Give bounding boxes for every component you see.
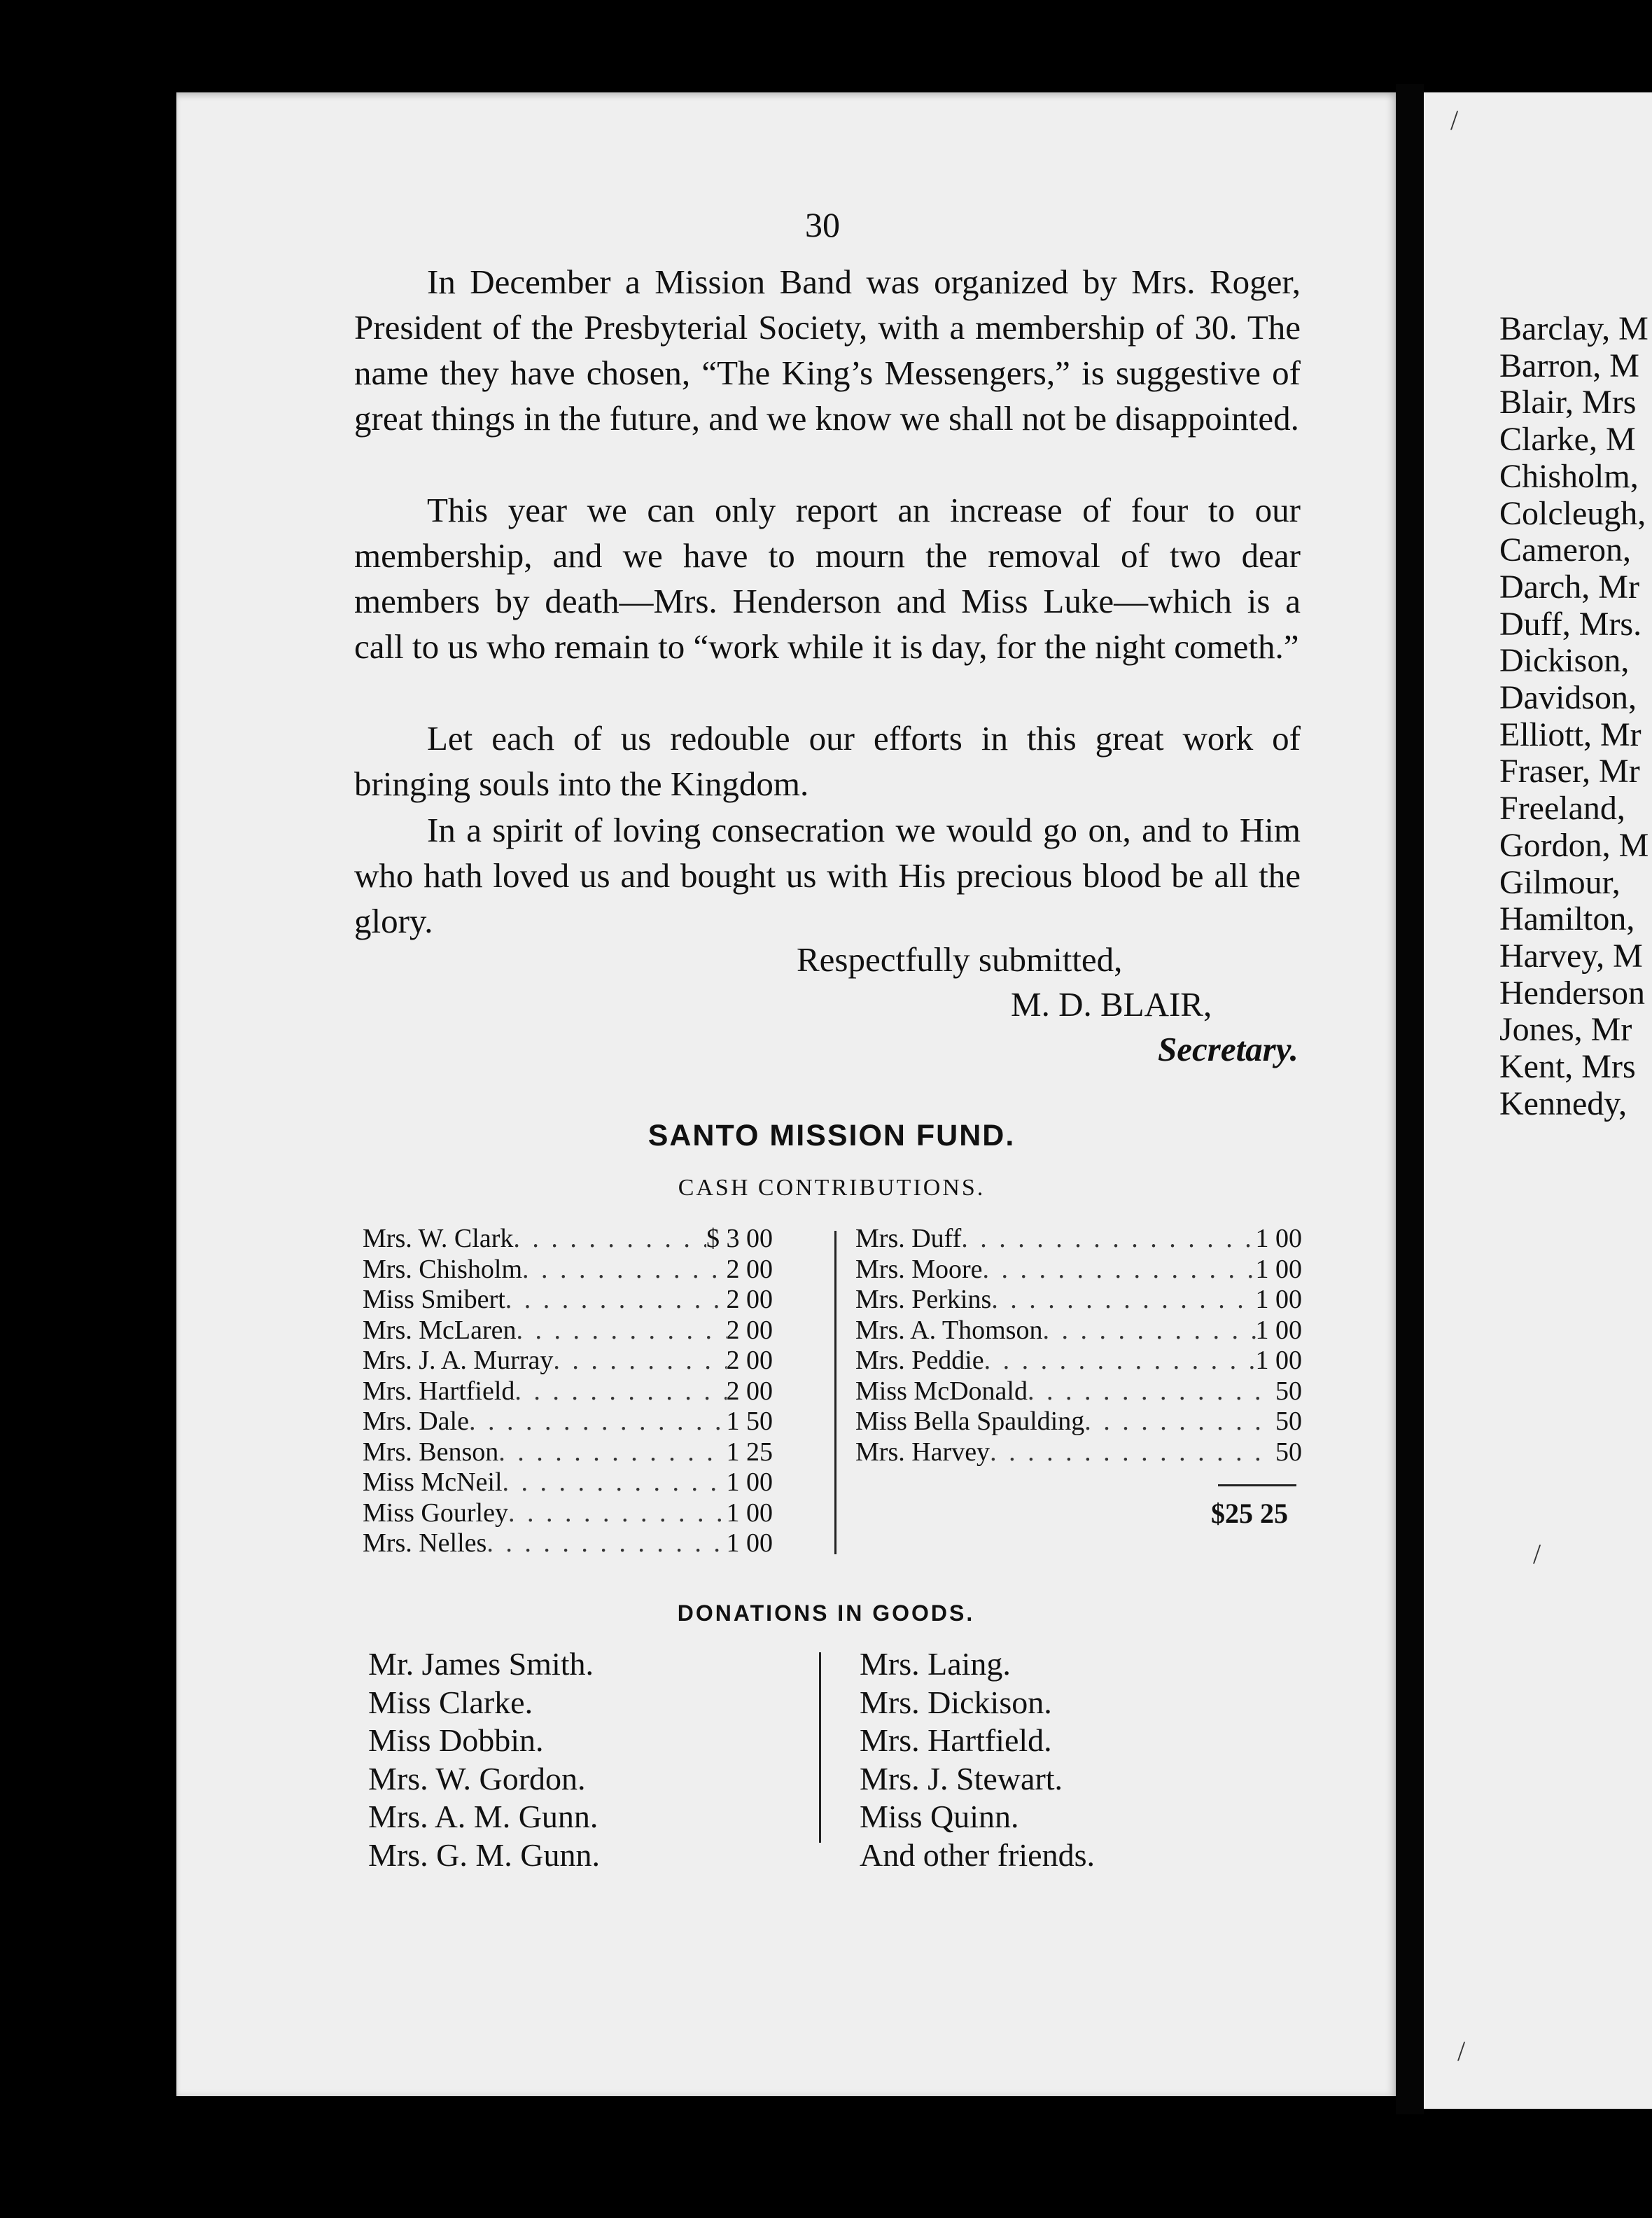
list-item: Elliott, Mr — [1499, 716, 1642, 753]
list-item: Clarke, M — [1499, 421, 1636, 459]
list-item: Mrs. A. Thomson . . . 1 00 — [855, 1316, 1302, 1346]
list-item: Freeland, — [1499, 790, 1625, 828]
list-item: Kennedy, — [1499, 1084, 1628, 1122]
list-item: Mrs. McLaren . . . 2 00 — [363, 1316, 773, 1346]
list-item: Miss Dobbin. — [368, 1722, 544, 1758]
list-item: Hamilton, — [1499, 900, 1635, 938]
signature-name: M. D. BLAIR, — [1011, 985, 1212, 1024]
list-item: Davidson, — [1499, 679, 1637, 717]
list-item: Miss Clarke. — [368, 1684, 533, 1720]
book-gutter — [1396, 84, 1424, 2114]
list-item: Blair, Mrs — [1499, 384, 1637, 421]
list-item: Mrs. Perkins . . . 1 00 — [855, 1285, 1302, 1316]
cash-contributions-heading: CASH CONTRIBUTIONS. — [678, 1175, 986, 1201]
list-item: Miss Quinn. — [860, 1799, 1019, 1834]
list-item: Mrs. Duff . . . 1 00 — [855, 1224, 1302, 1255]
list-item: Mrs. G. M. Gunn. — [368, 1836, 600, 1873]
list-item: Colcleugh, — [1499, 494, 1646, 532]
paragraph-2: This year we can only report an increase of four to our membership, and we have to mourn the removal of two dear members by death—Mrs. Henderson and Miss Luke—which is a call to us who remain to “work while it is day, for the night cometh.” — [354, 491, 1301, 666]
list-item: Barclay, M — [1499, 310, 1648, 347]
list-item: Mrs. Hartfield. — [860, 1722, 1052, 1758]
fund-title: SANTO MISSION FUND. — [648, 1119, 1016, 1152]
list-item: Mrs. Benson . . . 1 25 — [363, 1437, 773, 1468]
list-item: Darch, Mr — [1499, 568, 1639, 606]
list-item: Mrs. J. Stewart. — [860, 1760, 1063, 1797]
list-item: Barron, M — [1499, 347, 1639, 384]
list-item: Dickison, — [1499, 642, 1630, 680]
list-item: Mrs. W. Clark . . . $ 3 00 — [363, 1224, 773, 1255]
list-item: Mrs. Peddie . . . 1 00 — [855, 1346, 1302, 1376]
list-item: Mrs. Moore . . . 1 00 — [855, 1255, 1302, 1285]
list-item: Mrs. W. Gordon. — [368, 1760, 586, 1797]
list-item: Mrs. A. M. Gunn. — [368, 1799, 598, 1834]
list-item: Mrs. Dickison. — [860, 1684, 1052, 1720]
contributions-right-column — [855, 1224, 1302, 1467]
list-item: Gordon, M — [1499, 826, 1649, 864]
list-item: Harvey, M — [1499, 937, 1643, 975]
list-item: Mrs. J. A. Murray . . . 2 00 — [363, 1346, 773, 1376]
paragraph-3: Let each of us redouble our efforts in this great work of bringing souls into the Kingdom. — [354, 719, 1301, 803]
list-item: Mr. James Smith. — [368, 1646, 594, 1682]
list-item: Henderson — [1499, 974, 1645, 1012]
paragraph-4: In a spirit of loving consecration we would go on, and to Him who hath loved us and bought us with His precious blood be all the glory. — [354, 811, 1301, 940]
list-item: Duff, Mrs. — [1499, 605, 1642, 643]
list-item: Gilmour, — [1499, 863, 1620, 901]
list-item: Cameron, — [1499, 531, 1631, 569]
list-item: Mrs. Hartfield . . . 2 00 — [363, 1376, 773, 1407]
contributions-left-column — [363, 1224, 773, 1559]
goods-right-column — [860, 1645, 1095, 1874]
list-item: Miss McNeil . . . 1 00 — [363, 1467, 773, 1498]
list-item: Kent, Mrs — [1499, 1048, 1636, 1086]
goods-divider — [819, 1652, 821, 1843]
stray-mark: / — [1533, 1538, 1541, 1570]
list-item: Mrs. Laing. — [860, 1646, 1011, 1682]
stray-mark: / — [1450, 104, 1459, 136]
signature-closing: Respectfully submitted, — [797, 940, 1123, 979]
list-item: Miss Bella Spaulding . . . 50 — [855, 1407, 1302, 1437]
facing-page-names — [1499, 311, 1648, 1122]
stray-mark: / — [1457, 2035, 1466, 2067]
list-item: Mrs. Harvey . . . 50 — [855, 1437, 1302, 1468]
list-item: Jones, Mr — [1499, 1011, 1632, 1049]
page-number: 30 — [805, 205, 840, 244]
list-item: Fraser, Mr — [1499, 753, 1640, 790]
total-amount: $25 25 — [1211, 1498, 1288, 1529]
list-item: Miss Gourley . . . 1 00 — [363, 1498, 773, 1529]
list-item: Chisholm, — [1499, 457, 1639, 495]
list-item: And other friends. — [860, 1836, 1095, 1873]
column-divider — [834, 1231, 836, 1554]
list-item: Miss Smibert . . . 2 00 — [363, 1285, 773, 1316]
total-rule — [1218, 1484, 1296, 1486]
signature-title: Secretary. — [1158, 1030, 1298, 1068]
donations-in-goods-heading: DONATIONS IN GOODS. — [677, 1600, 975, 1626]
list-item: Mrs. Chisholm . . . 2 00 — [363, 1255, 773, 1285]
list-item: Miss McDonald . . . 50 — [855, 1376, 1302, 1407]
list-item: Mrs. Dale . . . 1 50 — [363, 1407, 773, 1437]
goods-left-column — [368, 1645, 600, 1874]
list-item: Mrs. Nelles . . . 1 00 — [363, 1528, 773, 1559]
paragraph-1: In December a Mission Band was organized by Mrs. Roger, President of the Presbyterial Society, with a membership of 30. The name they have chosen, “The King’s Messengers,” is suggestive of great things in the future, and we know we shall not be disappointed. — [354, 263, 1301, 438]
